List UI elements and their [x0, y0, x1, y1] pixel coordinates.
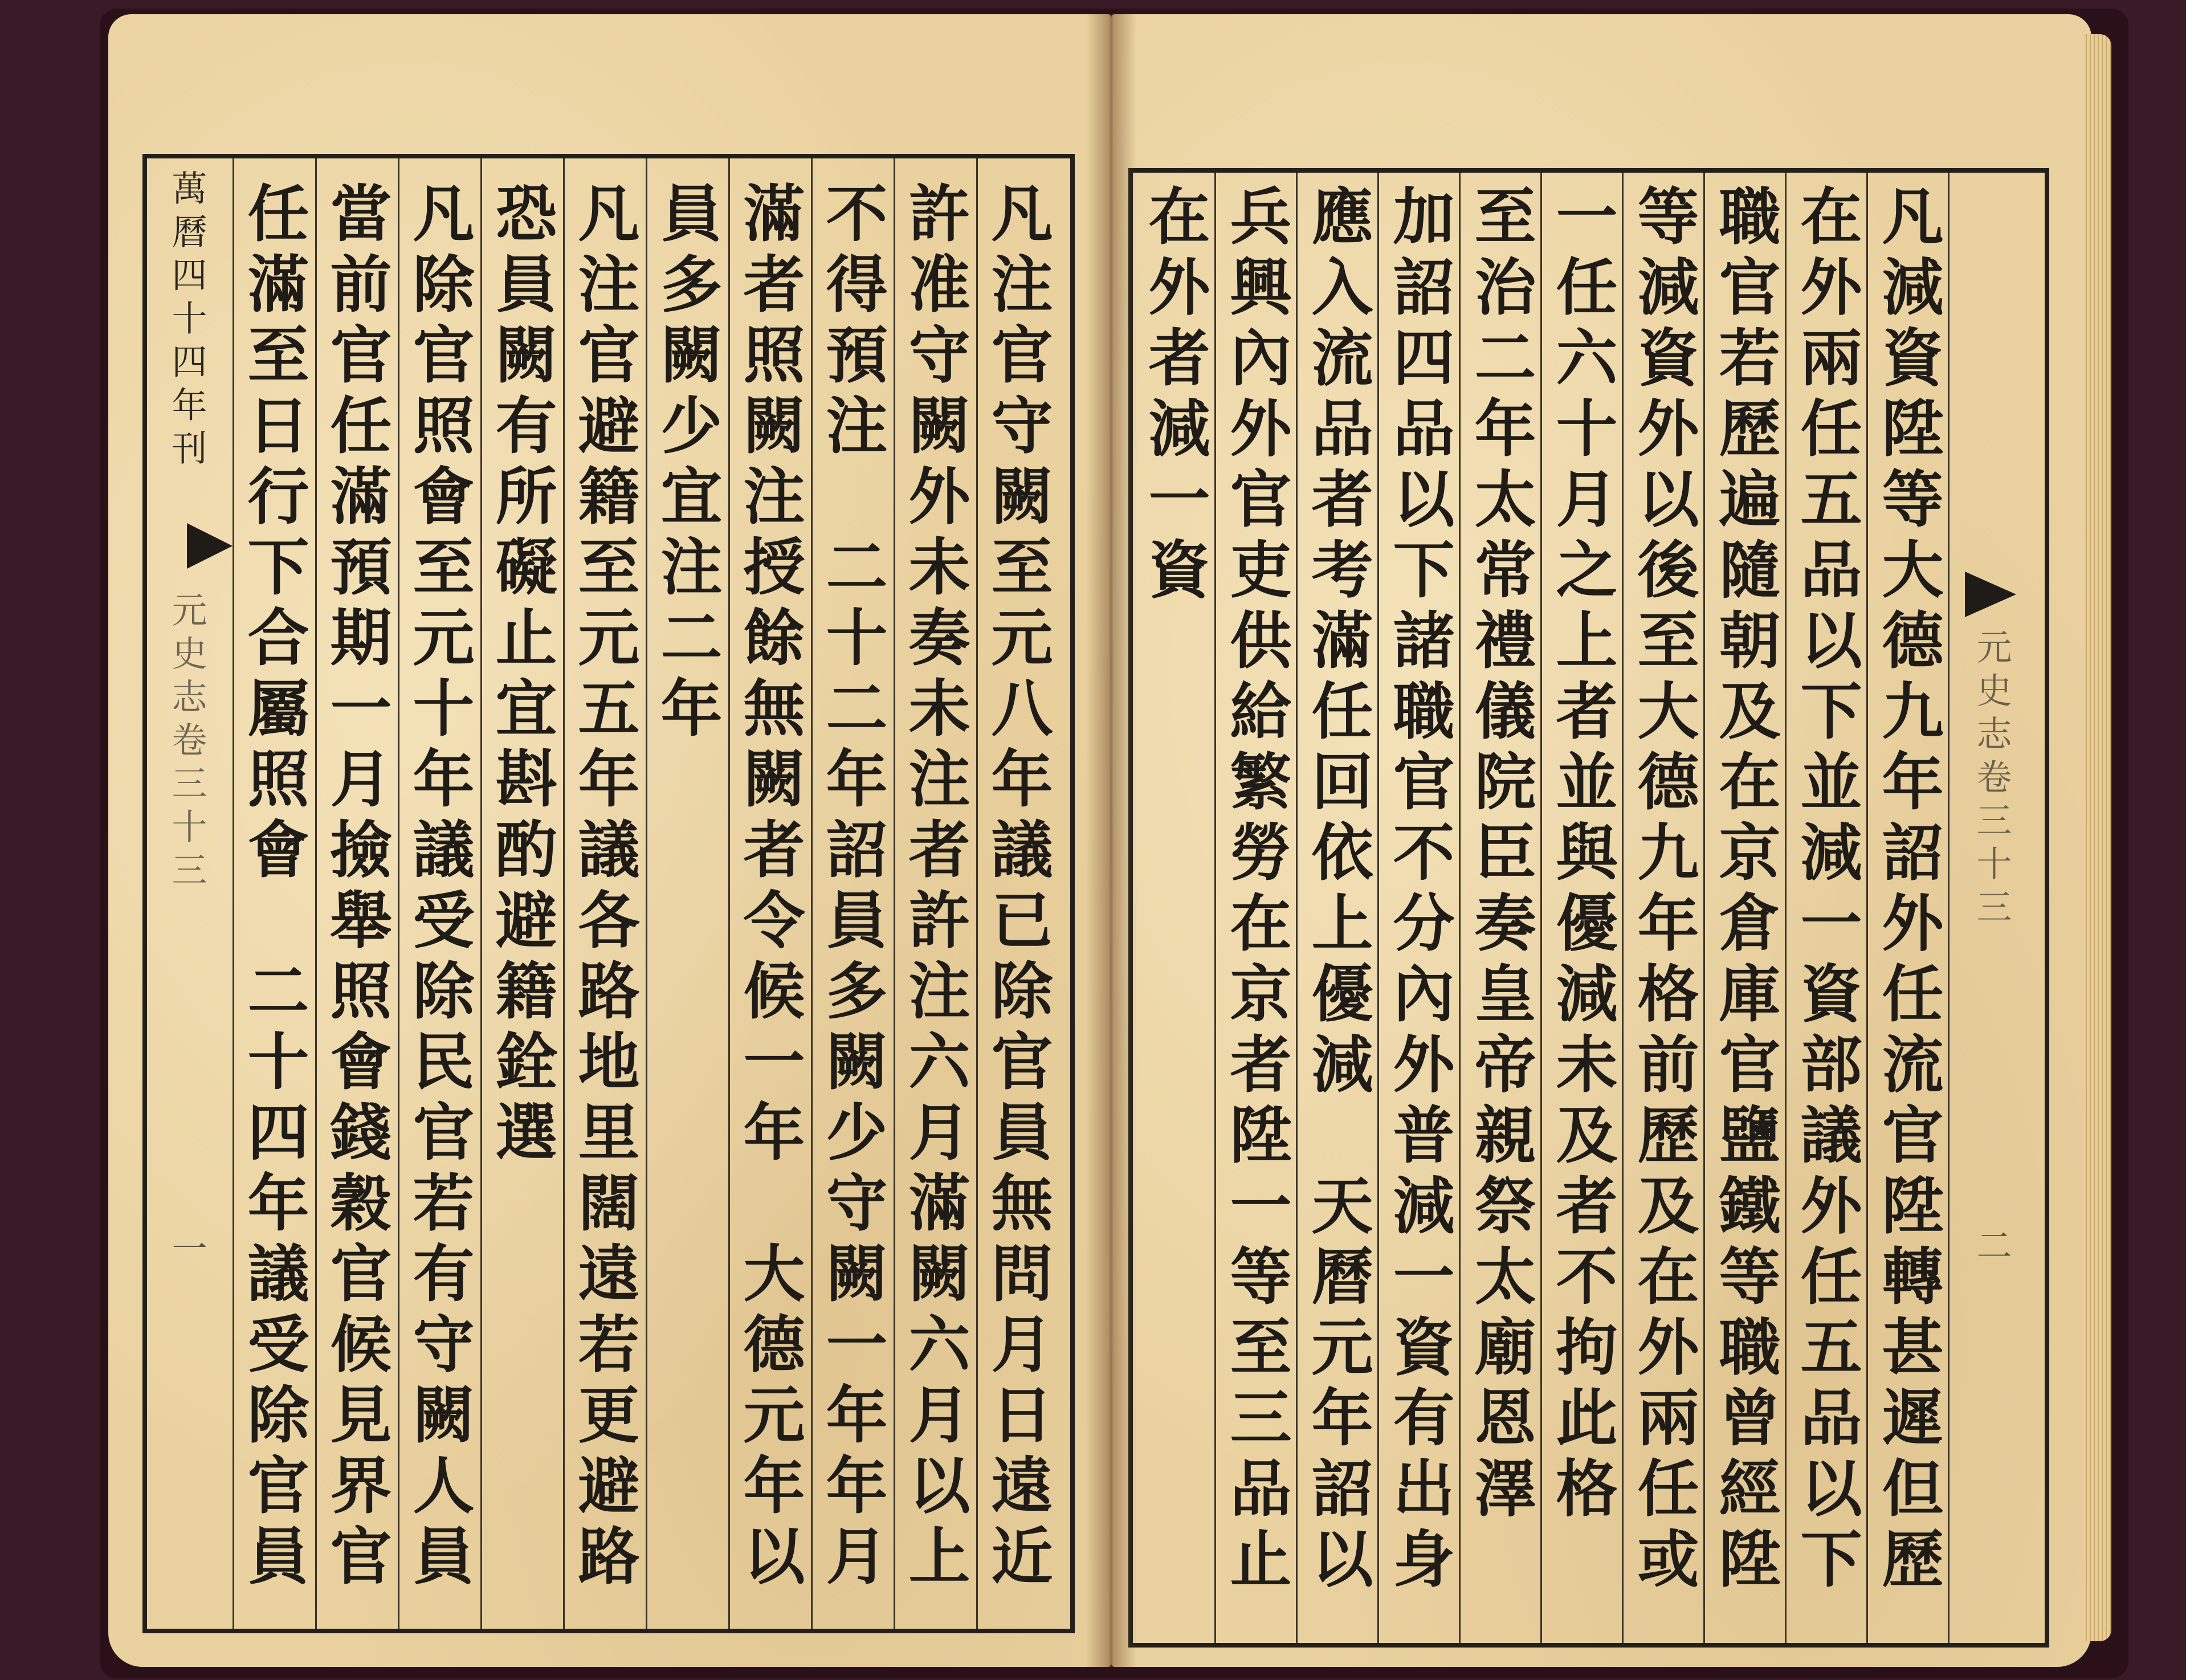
column-rule: [1377, 173, 1379, 1643]
column-rule: [1214, 173, 1216, 1643]
text-column: 凡除官照會至元十年議受除民官若有守闕人員: [402, 181, 474, 1595]
text-column: 加詔四品以下諸職官不分內外普減一資有出身: [1382, 184, 1454, 1597]
column-rule: [480, 158, 482, 1629]
page-number: 一: [166, 1230, 207, 1273]
column-rule: [976, 158, 978, 1629]
column-rule: [1296, 173, 1298, 1643]
margin-title: 元史志卷三十三: [1971, 629, 2012, 932]
text-column: 不得預注 二十二年詔員多闕少守闕一年年月: [815, 181, 887, 1595]
text-column: 一任六十月之上者並與優減未及者不拘此格: [1545, 184, 1617, 1527]
column-rule: [1459, 173, 1461, 1643]
text-column: 在外兩任五品以下並減一資部議外任五品以下: [1790, 184, 1862, 1597]
column-rule: [1540, 173, 1542, 1643]
text-column: 職官若歷遍隨朝及在京倉庫官鹽鐵等職曾經陞: [1708, 184, 1780, 1597]
text-column: 在外者減一資: [1138, 184, 1210, 608]
text-column: 員多闕少宜注二年: [650, 181, 722, 747]
text-column: 許准守闕外未奏未注者許注六月滿闕六月以上: [898, 181, 970, 1595]
book-gutter: [1086, 14, 1137, 1667]
column-rule: [1866, 173, 1868, 1643]
text-column: 恐員闕有所礙止宜斟酌避籍銓選: [485, 181, 557, 1171]
right-page-frame: [1128, 168, 2049, 1648]
edition-note: 萬曆四十四年刊: [166, 170, 207, 473]
page-edges: [2083, 34, 2111, 1641]
column-rule: [1622, 173, 1624, 1643]
text-column: 兵興內外官吏供給繁勞在京者陞一等至三品止: [1220, 184, 1291, 1597]
text-column: 凡注官避籍至元五年議各路地里闊遠若更避路: [568, 181, 639, 1595]
text-column: 當前官任滿預期一月撿舉照會錢穀官候見界官: [320, 181, 391, 1595]
text-column: 等減資外以後至大德九年格前歷及在外兩任或: [1627, 184, 1699, 1597]
text-column: 任滿至日行下合屬照會 二十四年議受除官員: [237, 181, 309, 1595]
column-rule: [646, 158, 647, 1629]
column-rule: [811, 158, 813, 1629]
right-page: [1111, 14, 2091, 1667]
column-rule: [728, 158, 730, 1629]
column-rule: [1785, 173, 1787, 1643]
column-rule: [563, 158, 565, 1629]
left-page-frame: [142, 154, 1075, 1633]
column-rule: [1703, 173, 1705, 1643]
column-rule: [315, 158, 317, 1629]
text-column: 凡減資陞等大德九年詔外任流官陞轉甚遲但歷: [1871, 184, 1943, 1597]
text-column: 應入流品者考滿任回依上優減 天曆元年詔以: [1301, 184, 1373, 1597]
column-rule: [398, 158, 399, 1629]
text-column: 凡注官守闕至元八年議已除官員無問月日遠近: [981, 181, 1053, 1595]
page-number: 二: [1971, 1227, 2012, 1270]
column-rule: [1948, 173, 1950, 1643]
margin-title: 元史志卷三十三: [166, 592, 207, 895]
column-rule: [894, 158, 895, 1629]
column-rule: [233, 158, 234, 1629]
text-column: 至治二年太常禮儀院臣奏皇帝親祭太廟恩澤: [1464, 184, 1536, 1527]
text-column: 滿者照闕注授餘無闕者令候一年 大德元年以: [733, 181, 805, 1595]
fish-tail-mark: [1965, 572, 2016, 617]
left-page: [108, 14, 1111, 1667]
fish-tail-mark: [187, 523, 233, 569]
